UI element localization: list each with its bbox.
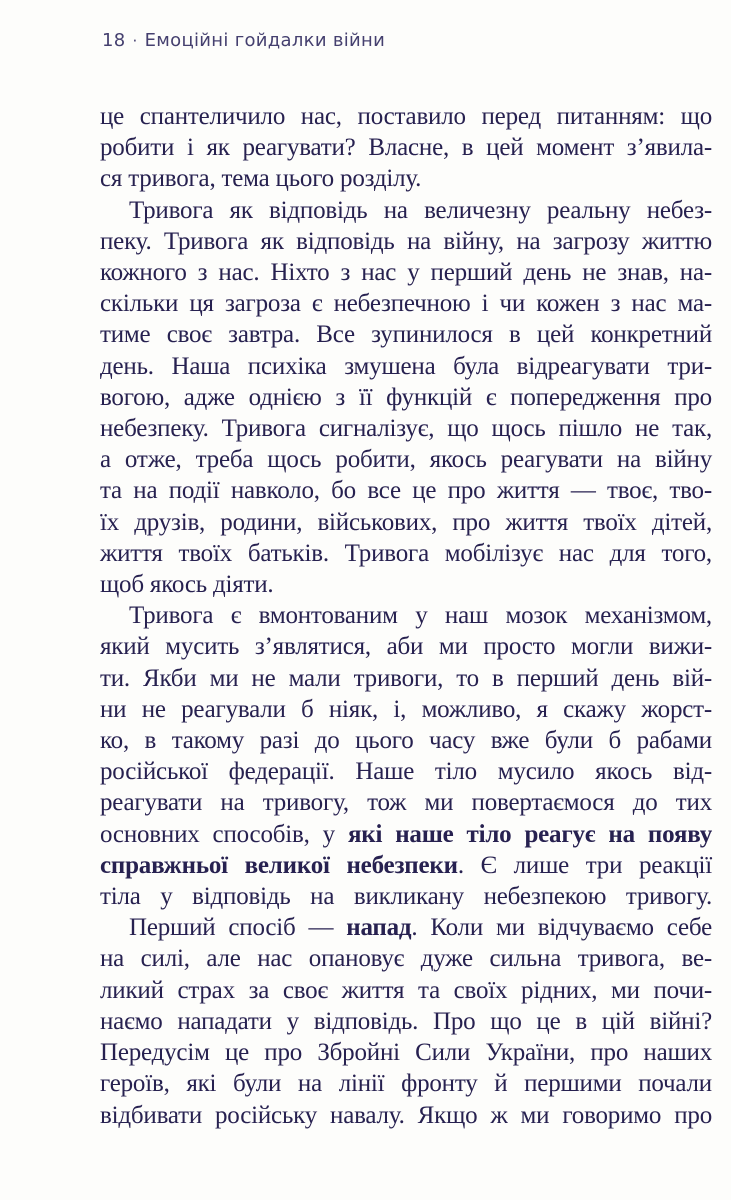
- text-line: [100, 631, 712, 662]
- text-segment: робити і як реагувати? Власне, в цей момент з’явила-: [100, 134, 712, 162]
- text-line: [100, 257, 712, 288]
- paragraph: [100, 101, 712, 195]
- text-segment: . Є лише три реакції: [457, 851, 712, 879]
- text-segment: життя твоїх батьків. Тривога мобілізує нас для того,: [100, 539, 712, 567]
- text-line: [100, 569, 712, 600]
- text-line: [100, 351, 712, 382]
- paragraph: [100, 912, 712, 1130]
- text-line: [100, 881, 712, 912]
- text-segment: наємо нападати у відповідь. Про що це в цій війні?: [100, 1007, 712, 1035]
- text-line: [100, 756, 712, 787]
- text-segment: пеку. Тривога як відповідь на війну, на загрозу життю: [100, 227, 712, 255]
- text-segment: ни не реагували б ніяк, і, можливо, я скажу жорст-: [100, 695, 712, 723]
- paragraph: [100, 195, 712, 601]
- text-line: [100, 507, 712, 538]
- text-segment: який мусить з’являтися, аби ми просто могли вижи-: [100, 633, 712, 661]
- text-line: [100, 1037, 712, 1068]
- text-segment: Перший спосіб —: [129, 914, 347, 942]
- text-line: [100, 382, 712, 413]
- text-line: [100, 444, 712, 475]
- text-segment: основних способів, у: [100, 820, 348, 848]
- text-segment: Тривога як відповідь на величезну реальну небез-: [129, 196, 712, 224]
- page-number: 18: [102, 30, 126, 51]
- text-line: [100, 101, 712, 132]
- text-segment: вогою, адже однією з її функцій є попередження про: [100, 383, 712, 411]
- text-segment: тиме своє завтра. Все зупинилося в цей конкретний: [100, 321, 712, 349]
- bold-text-segment: які наше тіло реагує на появу: [347, 820, 712, 848]
- page-header: [102, 30, 385, 51]
- text-segment: ликий страх за своє життя та своїх рідних, ми почи-: [100, 976, 712, 1004]
- text-segment: Передусім це про Збройні Сили України, про наших: [100, 1039, 712, 1067]
- bold-text-segment: напад: [346, 914, 412, 942]
- text-line: [100, 226, 712, 257]
- page-body: [100, 101, 712, 1131]
- text-segment: ко, в такому разі до цього часу вже були б рабами: [100, 727, 712, 755]
- text-line: [100, 787, 712, 818]
- text-segment: героїв, які були на лінії фронту й першими почали: [100, 1070, 712, 1098]
- text-line: [100, 538, 712, 569]
- text-line: [100, 912, 712, 943]
- text-line: [100, 819, 712, 850]
- text-line: [100, 163, 712, 194]
- text-line: [100, 475, 712, 506]
- text-segment: кожного з нас. Ніхто з нас у перший день не знав, на-: [100, 259, 712, 287]
- text-line: [100, 850, 712, 881]
- text-segment: реагувати на тривогу, тож ми повертаємося до тих: [100, 789, 712, 817]
- header-separator: ·: [132, 32, 138, 50]
- text-segment: ся тривога, тема цього розділу.: [100, 165, 422, 193]
- text-segment: небезпеку. Тривога сигналізує, що щось пішло не так,: [100, 415, 712, 443]
- text-segment: на силі, але нас опановує дуже сильна тривога, ве-: [100, 945, 712, 973]
- text-line: [100, 663, 712, 694]
- text-segment: їх друзів, родини, військових, про життя твоїх дітей,: [100, 508, 712, 536]
- text-segment: щоб якось діяти.: [100, 571, 274, 599]
- text-line: [100, 1100, 712, 1131]
- text-line: [100, 195, 712, 226]
- text-segment: а отже, треба щось робити, якось реагувати на війну: [100, 446, 712, 474]
- bold-text-segment: справжньої великої небезпеки: [100, 851, 458, 879]
- text-line: [100, 694, 712, 725]
- text-segment: тіла у відповідь на викликану небезпекою тривогу.: [100, 883, 712, 911]
- text-line: [100, 725, 712, 756]
- text-segment: це спантеличило нас, поставило перед питанням: що: [100, 103, 712, 130]
- text-line: [100, 1068, 712, 1099]
- chapter-title: Емоційні гойдалки війни: [144, 30, 386, 51]
- text-segment: російської федерації. Наше тіло мусило якось від-: [100, 758, 712, 786]
- text-line: [100, 319, 712, 350]
- text-segment: . Коли ми відчуваємо себе: [411, 914, 712, 942]
- text-line: [100, 943, 712, 974]
- text-segment: та на події навколо, бо все це про життя — твоє, тво-: [100, 477, 712, 505]
- text-segment: скільки ця загроза є небезпечною і чи кожен з нас ма-: [100, 290, 712, 318]
- text-line: [100, 288, 712, 319]
- text-line: [100, 975, 712, 1006]
- text-line: [100, 132, 712, 163]
- text-line: [100, 413, 712, 444]
- text-line: [100, 1006, 712, 1037]
- text-line: [100, 600, 712, 631]
- text-segment: Тривога є вмонтованим у наш мозок механізмом,: [129, 602, 712, 630]
- text-segment: день. Наша психіка змушена була відреагувати три-: [100, 352, 712, 380]
- paragraph: [100, 600, 712, 912]
- text-segment: відбивати російську навалу. Якщо ж ми говоримо про: [100, 1101, 712, 1129]
- text-segment: ти. Якби ми не мали тривоги, то в перший день вій-: [100, 664, 712, 692]
